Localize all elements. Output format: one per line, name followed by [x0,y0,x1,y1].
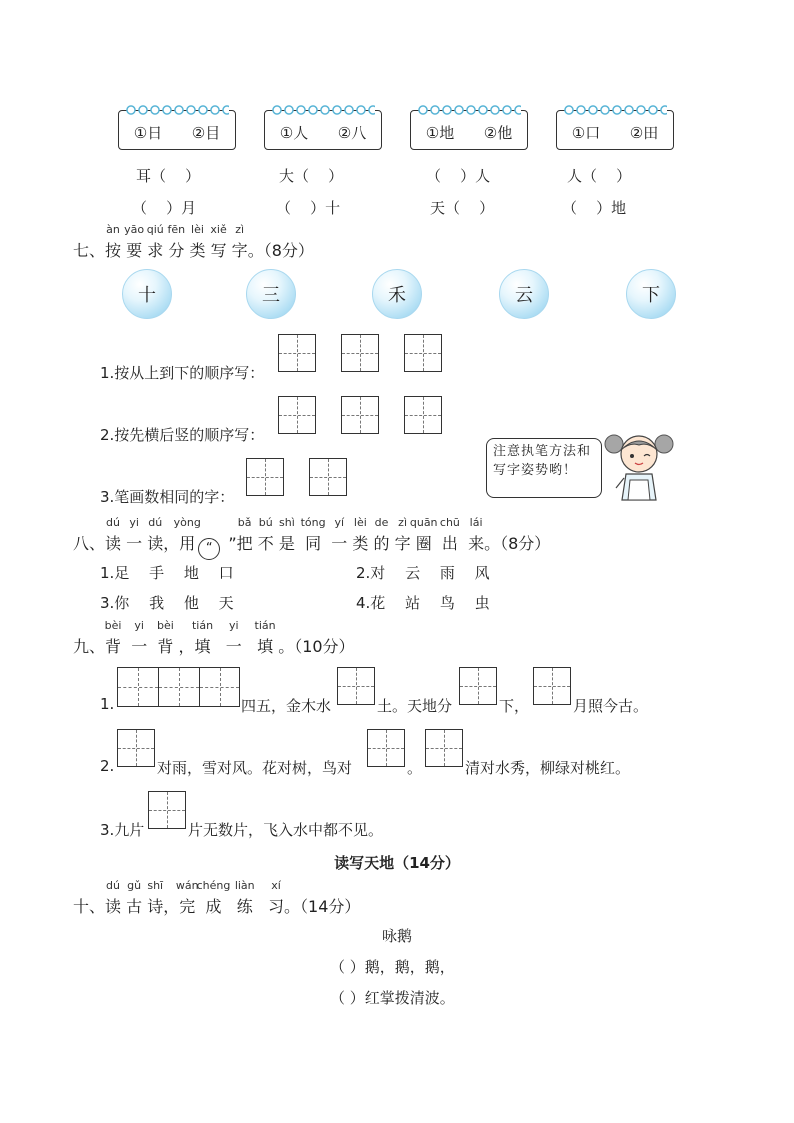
writing-grid[interactable] [404,334,442,372]
option-2: ②八 [337,124,367,142]
item-prefix: 2. [100,757,115,775]
writing-grid[interactable] [309,458,347,496]
pinyin-char: lèi 类 [189,223,206,260]
question-number: 八、 [73,534,106,553]
scallop-decoration [271,105,375,115]
blank-answer[interactable]: （ ）月 [132,199,197,217]
pinyin-char: de 的 [373,516,390,553]
speech-bubble-note: 注意执笔方法和写字姿势哟！ [486,438,602,498]
option-1: ①口 [571,124,601,142]
blank-answer[interactable]: 天（ ） [430,199,495,217]
pinyin-char: àn 按 [105,223,122,260]
option-2: ②他 [483,124,513,142]
word-group[interactable]: 1.足 手 地 口 [100,564,234,582]
writing-grid[interactable] [367,729,405,767]
writing-grid[interactable] [117,667,159,707]
writing-grid[interactable] [459,667,497,705]
score-label: 。（8分） [484,534,551,553]
pinyin-char: qiú 求 [146,223,164,260]
score-label: 。（14分） [284,897,361,916]
poem-line[interactable]: （ ）红掌拨清波。 [330,989,455,1007]
pinyin-char: bú 不 [257,516,274,553]
blank-answer[interactable]: 大（ ） [279,167,344,185]
pinyin-char: yí 一 [331,516,348,553]
pinyin-char: yi 一 [126,516,143,553]
pinyin-char: yi 一 [225,619,242,656]
option-2: ②目 [191,124,221,142]
pinyin-char: zì 字 [231,223,248,260]
fill-text: 。 [407,759,423,777]
fill-text: 对雨，雪对风。花对树，鸟对 [157,759,353,777]
question-10-title: 十、 dú 读 gǔ 古 shī 诗， wán 完 chéng 成 liàn 练 xí 习。（14分） [73,879,361,916]
writing-grid[interactable] [341,334,379,372]
scallop-decoration [125,105,229,115]
item-label: 2.按先横后竖的顺序写： [100,426,265,444]
writing-grid[interactable] [404,396,442,434]
word-group[interactable]: 3.你 我 他 天 [100,594,234,612]
pinyin-char: bèi 背 [156,619,174,656]
character-bubble: 三 [246,269,296,319]
blank-answer[interactable]: （ ）人 [426,167,491,185]
character-bubble: 下 [626,269,676,319]
score-label: 。（8分） [247,241,314,260]
question-9-title: 九、 bèi 背 yi 一 bèi 背 ， tián 填 yi 一 tián 填 。（10分） [73,619,355,656]
character-bubble: 禾 [372,269,422,319]
fill-text: 月照今古。 [573,697,649,715]
pinyin-char: yòng 用 [173,516,201,553]
pinyin-char: gǔ 古 [126,879,143,916]
blank-answer[interactable]: （ ）地 [562,199,627,217]
pinyin-char: xiě 写 [210,223,227,260]
writing-grid[interactable] [425,729,463,767]
writing-grid[interactable] [278,396,316,434]
pinyin-char: lái 来 [468,516,485,553]
pinyin-char: dú 读 [147,516,164,553]
pinyin-char: liàn 练 [234,879,255,916]
writing-grid[interactable] [117,729,155,767]
section-title: 读写天地（14分） [334,854,460,872]
writing-grid[interactable] [246,458,284,496]
pinyin-char: xí 习 [268,879,285,916]
pinyin-char: quān 圈 [409,516,438,553]
writing-grid[interactable] [533,667,571,705]
pinyin-char: tóng 同 [300,516,326,553]
writing-grid[interactable] [337,667,375,705]
choice-box-3 [410,110,528,150]
question-number: 七、 [73,241,106,260]
pinyin-char: chū 出 [439,516,460,553]
pinyin-char: tián 填 [191,619,214,656]
fill-text: 清对水秀，柳绿对桃红。 [465,759,631,777]
option-1: ①地 [425,124,455,142]
pinyin-char: shì 是 [278,516,295,553]
item-prefix: 1. [100,695,115,713]
writing-grid[interactable] [278,334,316,372]
circle-symbol: “ [198,538,220,560]
item-label: 3.笔画数相同的字： [100,488,235,506]
blank-answer[interactable]: （ ）十 [276,199,341,217]
poem-title: 咏鹅 [381,927,412,945]
fill-text: 土。天地分 [377,697,453,715]
girl-illustration [602,428,682,502]
fill-text: 片无数片，飞入水中都不见。 [188,821,384,839]
choice-box-4 [556,110,674,150]
pinyin-char: dú 读 [105,879,122,916]
blank-answer[interactable]: 人（ ） [567,167,632,185]
fill-text: 四五，金木水 [241,697,332,715]
writing-grid[interactable] [148,791,186,829]
writing-grid[interactable] [199,667,240,707]
word-group[interactable]: 4.花 站 鸟 虫 [356,594,490,612]
question-number: 九、 [73,637,106,656]
pinyin-char: yāo 要 [124,223,145,260]
writing-grid[interactable] [158,667,200,707]
scallop-decoration [563,105,667,115]
character-bubble: 十 [122,269,172,319]
item-prefix: 3.九片 [100,821,145,839]
pinyin-char: bèi 背 [104,619,122,656]
choice-box-2 [264,110,382,150]
question-number: 十、 [73,897,106,916]
character-bubble: 云 [499,269,549,319]
pinyin-char: yi 一 [131,619,148,656]
fill-text: 下， [499,697,530,715]
pinyin-char: dú 读 [105,516,122,553]
pinyin-char: lèi 类 [352,516,369,553]
pinyin-char: fēn 分 [167,223,186,260]
option-1: ①日 [133,124,163,142]
question-8-title: 八、 dú 读 yi 一 dú 读， yòng 用 “ ” bǎ 把 bú 不 shì 是 tóng 同 yí 一 lèi 类 de 的 zì 字 quān 圈 chū 出 lái 来。（8分） [73,531,550,560]
pinyin-char: chéng 成 [196,879,231,916]
pinyin-char: tián 填 [254,619,276,656]
pinyin-char: shī 诗 [147,879,164,916]
scallop-decoration [417,105,521,115]
choice-box-1 [118,110,236,150]
pinyin-char: bǎ 把 [236,516,253,553]
poem-line[interactable]: （ ）鹅，鹅，鹅， [330,958,455,976]
item-label: 1.按从上到下的顺序写： [100,364,265,382]
word-group[interactable]: 2.对 云 雨 风 [356,564,490,582]
pinyin-char: zì 字 [394,516,411,553]
option-1: ①人 [279,124,309,142]
writing-grid[interactable] [341,396,379,434]
option-2: ②田 [629,124,659,142]
pinyin-char: wán 完 [175,879,199,916]
blank-answer[interactable]: 耳（ ） [136,167,201,185]
score-label: 。（10分） [278,637,355,656]
question-7-title [73,223,314,261]
